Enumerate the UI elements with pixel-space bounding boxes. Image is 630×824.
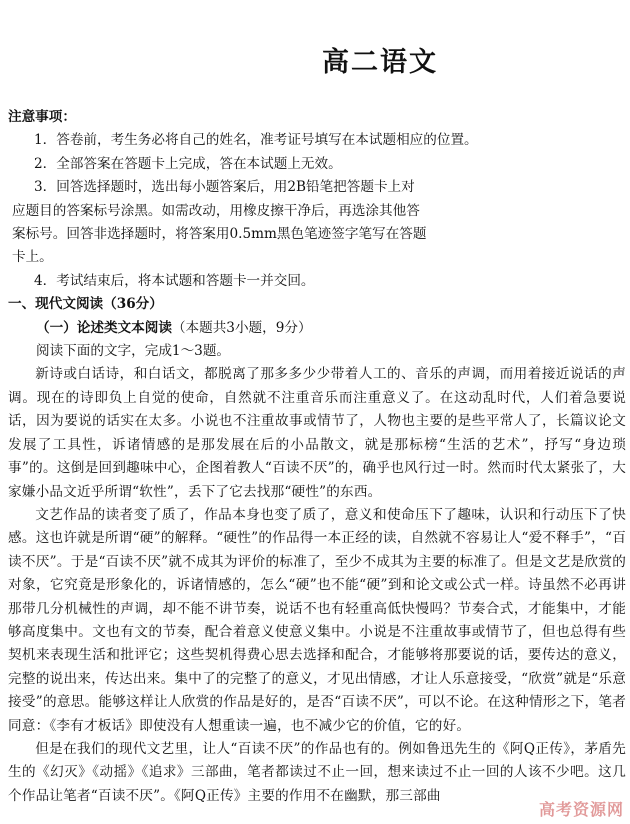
passage-paragraph-1: 新诗或白话诗，和白话文，都脱离了那多多少少带着人工的、音乐的声调，而用着接近说话的声调。现在的诗即负上自觉的使命，自然就不注重音乐而注重意义了。在这动乱时代，人们着急要说话，因为要说的话实在太多。小说也不注重故事或情节了，人物也主要的是些平常人了，长篇议论文发展了工具性，诉诸情感的是那发展在后的小品散文，就是那标榜“生活的艺术”，抒写“身边琐事”的。这倒是回到趣味中心，企图着教人“百读不厌”的，确乎也风行过一时。然而时代太紧张了，大家嫌小品文近乎所谓“软性”，丢下了它去找那“硬性”的东西。 <box>8 366 626 500</box>
passage-paragraph-2: 文艺作品的读者变了质了，作品本身也变了质了，意义和使命压下了趣味，认识和行动压下了快感。这也许就是所谓“硬”的解释。“硬性”的作品得一本正经的读，自然就不容易让人“爱不释手”，“百读不厌”。于是“百读不厌”就不成其为评价的标准了，至少不成其为主要的标准了。但是文艺是欣赏的对象，它究竟是形象化的，诉诸情感的，怎么“硬”也不能“硬”到和论文或公式一样。诗虽然不必再讲那带几分机械性的声调，却不能不讲节奏，说话不也有轻重高低快慢吗？节奏合式，才能集中，才能够高度集中。文也有文的节奏，配合着意义使意义集中。小说是不注重故事或情节了，但也总得有些契机来表现生活和批评它；这些契机得费心思去选择和配合，才能够将那要说的话，要传达的意义，完整的说出来，传达出来。集中了的完整了的意义，才见出情感，才让人乐意接受，“欣赏”就是“乐意接受”的意思。能够这样让人欣赏的作品是好的，是否“百读不厌”，可以不论。在这种情形之下，笔者同意：《李有才板话》即使没有人想重读一遍，也不减少它的价值，它的好。 <box>8 506 626 734</box>
subsection-note: （本题共3小题，9分） <box>171 319 312 336</box>
document-body <box>8 106 626 808</box>
notice-item-3-line-1: 3．回答选择题时，选出每小题答案后，用2B铅笔把答题卡上对 <box>34 179 415 196</box>
section-heading: 一、现代文阅读（36分） <box>8 296 163 313</box>
watermark: 高考资源网 <box>538 800 624 819</box>
notice-heading: 注意事项： <box>8 109 76 125</box>
notice-item-3-line-2: 应题目的答案标号涂黑。如需改动，用橡皮擦干净后，再选涂其他答 <box>12 202 420 219</box>
notice-item-2: 2．全部答案在答题卡上完成，答在本试题上无效。 <box>34 155 342 172</box>
page-title: 高二语文 <box>322 47 438 78</box>
reading-instruction: 阅读下面的文字，完成1～3题。 <box>36 343 231 360</box>
subsection-title: （一）论述类文本阅读 <box>36 319 172 336</box>
notice-item-3-line-4: 卡上。 <box>12 249 53 266</box>
notice-item-4: 4．考试结束后，将本试题和答题卡一并交回。 <box>34 272 315 289</box>
notice-item-3-line-3: 案标号。回答非选择题时，将答案用0.5mm黑色笔迹签字笔写在答题 <box>12 226 427 243</box>
notice-item-1: 1．答卷前，考生务必将自己的姓名，准考证号填写在本试题相应的位置。 <box>34 132 478 149</box>
subsection-heading <box>8 317 626 340</box>
passage-paragraph-3: 但是在我们的现代文艺里，让人“百读不厌”的作品也有的。例如鲁迅先生的《阿Q正传》，茅盾先生的《幻灭》《动摇》《追求》三部曲，笔者都读过不止一回，想来读过不止一回的人该不少吧。这几个作品让笔者“百读不厌”。《阿Q正传》主要的作用不在幽默，那三部曲 <box>8 740 626 804</box>
